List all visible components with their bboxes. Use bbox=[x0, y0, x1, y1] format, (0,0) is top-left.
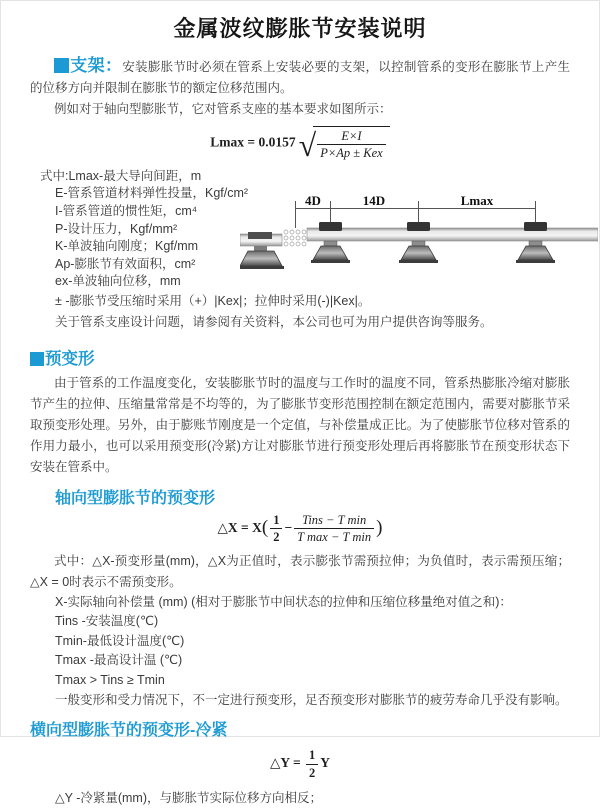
predeform-section-heading bbox=[30, 345, 570, 369]
service-note: 关于管系支座设计问题，请参阅有关资料，本公司也可为用户提供咨询等服务。 bbox=[55, 314, 493, 329]
variable-line: E-管系管道材料弹性投量，Kgf/cm² bbox=[55, 186, 249, 201]
support-intro-paragraph bbox=[30, 55, 570, 99]
variable-line: ex-单波轴向位移，mm bbox=[55, 274, 181, 289]
axial-line: Tmax > Tins ≥ Tmin bbox=[55, 673, 165, 688]
lateral-formula-post: Y bbox=[320, 755, 331, 771]
anchor-clamp bbox=[248, 232, 272, 239]
page-title: 金属波纹膨胀节安装说明 bbox=[173, 16, 427, 41]
close-paren: ) bbox=[376, 516, 383, 538]
support-intro-text: 安装膨胀节时必须在管系上安装必要的支架，以控制管系的变形在膨胀节上产生的位移方向并限制在膨胀节的额定位移范围内。 bbox=[30, 60, 570, 95]
support-section-heading: 支架： bbox=[70, 56, 123, 75]
axial-formula bbox=[30, 513, 570, 545]
support-spacing-diagram bbox=[240, 188, 598, 292]
lmax-formula-lhs: Lmax = 0.0157 bbox=[210, 134, 296, 150]
variable-line: I-管系管道的惯性矩，cm⁴ bbox=[55, 203, 198, 218]
axial-formula-pre: △X = X bbox=[217, 519, 262, 535]
temp-denominator: T max − T min bbox=[297, 530, 372, 545]
dim-label-lmax: Lmax bbox=[460, 192, 494, 208]
anchor-base bbox=[240, 251, 282, 266]
lmax-formula-numerator: E×I bbox=[317, 129, 386, 145]
half-denominator: 2 bbox=[273, 530, 280, 545]
axial-line: Tmax -最高设计温 (℃) bbox=[55, 653, 183, 668]
predeform-heading-text: 预变形 bbox=[45, 349, 95, 368]
lateral-subheading: 横向型膨胀节的预变形-冷紧 bbox=[30, 722, 228, 740]
axial-explain-paragraph: 式中：△X-预变形量(mm)，△X为正值时，表示膨张节需预拉伸；为负值时，表示需预压缩；△X = 0时表示不需预变形。 bbox=[30, 553, 570, 589]
temp-numerator: Tins − T min bbox=[294, 513, 374, 529]
lateral-formula bbox=[30, 748, 570, 780]
section-square-icon bbox=[30, 352, 44, 366]
variable-line: Ap-膨胀节有效面积，cm² bbox=[55, 256, 196, 271]
anchor-neck bbox=[254, 246, 267, 251]
half-numerator: 1 bbox=[270, 513, 282, 529]
lmax-radicand bbox=[313, 126, 390, 161]
lmax-formula bbox=[30, 126, 570, 164]
section-square-icon bbox=[54, 58, 69, 73]
lateral-denominator: 2 bbox=[309, 765, 316, 780]
variables-block bbox=[30, 168, 570, 333]
anchor-base-plate bbox=[240, 266, 284, 269]
plus-minus-note: ± -膨胀节受压缩时采用（+）|Kex|；拉伸时采用(-)|Kex|。 bbox=[55, 293, 371, 308]
lateral-numerator: 1 bbox=[306, 748, 318, 764]
dim-label-4d: 4D bbox=[305, 192, 321, 208]
lateral-formula-pre: △Y = bbox=[269, 755, 301, 771]
variable-line: P-设计压力，Kgf/mm² bbox=[55, 221, 178, 236]
lateral-line: △Y -冷紧量(mm)，与膨胀节实际位移方向相反； bbox=[55, 790, 323, 805]
radical-sign: √ bbox=[298, 127, 317, 164]
axial-line: X-实际轴向补偿量 (mm) (相对于膨胀节中间状态的拉伸和压缩位移量绝对值之和)： bbox=[55, 594, 512, 609]
variable-line: 式中:Lmax-最大导向间距，m bbox=[40, 168, 202, 183]
axial-line: 一般变形和受力情况下，不一定进行预变形，足否预变形对膨胀节的疲劳寿命几乎没有影响。 bbox=[55, 692, 568, 707]
axial-subheading: 轴向型膨胀节的预变形 bbox=[55, 489, 216, 507]
bellows-icon bbox=[284, 230, 306, 246]
open-paren: ( bbox=[261, 516, 269, 538]
predeform-paragraph: 由于管系的工作温度变化，安装膨胀节时的温度与工作时的温度不同，管系热膨胀冷缩对膨胀节产生的拉伸、压缩量常常是不均等的，为了膨胀节变形范围控制在额定范围内，需要对膨胀节采取预变形处理。另外，由于膨账节刚度是一个定值，与补偿量成正比。为了使膨胀节位移对管系的作用力最小，也可以采用预变形(冷紧)方让对膨胀节进行预变形处理后再将膨胀节在预变形状态下安装在管系中。 bbox=[30, 375, 570, 474]
axial-line: Tins -安装温度(℃) bbox=[55, 614, 159, 629]
dim-label-14d: 14D bbox=[362, 192, 386, 208]
main-pipe bbox=[307, 228, 598, 241]
lmax-formula-denominator: P×Ap ± Kex bbox=[320, 146, 383, 161]
support-example-line: 例如对于轴向型膨胀节，它对管系支座的基本要求如图所示： bbox=[54, 102, 392, 116]
variable-line: K-单波轴向刚度；Kgf/mm bbox=[55, 239, 199, 254]
minus-sign: − bbox=[284, 519, 293, 535]
axial-line: Tmin-最低设计温度(℃) bbox=[55, 633, 185, 648]
